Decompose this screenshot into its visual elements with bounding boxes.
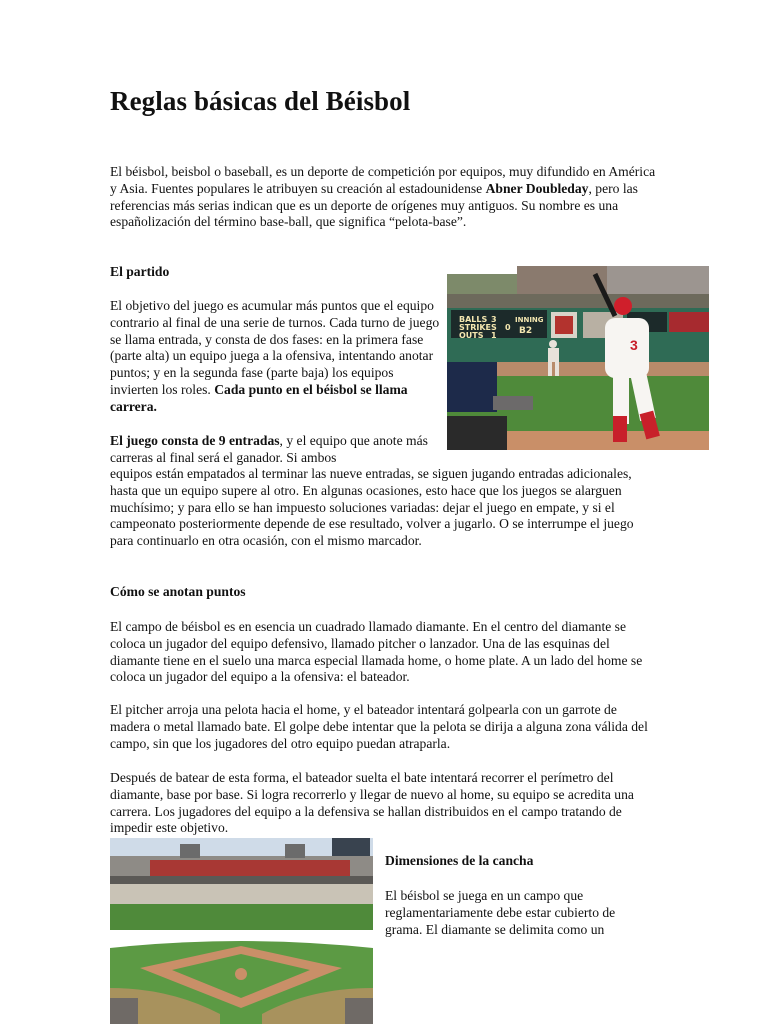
stadium-photo-illustration [110, 838, 373, 1024]
partido-p1-text: El objetivo del juego es acumular más puntos que el equipo contrario al final de una serie de turnos. Cada turno de juego se llama entrada, y consta de dos fases: en la primera fase (parte alta) un equipo juega a la ofensiva, intentando anotar puntos; y en la segunda fase (parte baja) los equipos invierten los roles. [110, 298, 440, 397]
batter-photo-illustration [447, 266, 709, 450]
puntos-paragraph-1: El campo de béisbol es en esencia un cuadrado llamado diamante. En el centro del diamante se coloca un jugador del equipo defensivo, llamado pitcher o lanzador. Una de las esquinas del diamante tiene en el suelo una marca especial llamada home, o home plate. A un lado del home se coloca un jugador del equipo a la ofensiva: el bateador. [110, 619, 643, 685]
scoreboard-inning-value: B2 [519, 326, 533, 336]
heading-dimensiones: Dimensiones de la cancha [385, 853, 534, 868]
puntos-paragraph-2: El pitcher arroja una pelota hacia el home, y el bateador intentará golpearla con un garrote de madera o metal llamado bate. El golpe debe intentar que la pelota se dirija a alguna zona válida del campo, sin que los jugadores del otro equipo puedan atraparla. [110, 702, 648, 751]
heading-como-se-anotan: Cómo se anotan puntos [110, 584, 246, 599]
puntos-paragraph-3: Después de batear de esta forma, el bateador suelta el bate intentará recorrer el perímetro del diamante, base por base. Si logra recorrerlo y llegar de nuevo al home, su equipo se acredita una carrera. Los jugadores del equipo a la defensiva se hallan distribuidos en el campo tratando de impedir este objetivo. [110, 770, 634, 836]
scoreboard-balls-label: BALLS [459, 315, 488, 324]
intro-paragraph [110, 164, 658, 231]
scoreboard-outs-value: 1 [491, 331, 497, 340]
intro-bold-name: Abner Doubleday [485, 180, 589, 196]
partido-paragraph-2a [110, 433, 440, 467]
partido-paragraph-2b: equipos están empatados al terminar las nueve entradas, se siguen jugando entradas adicionales, hasta que un equipo supere al otro. En algunas ocasiones, esto hace que los juegos se alarguen muchísimo; y para ello se han impuesto soluciones variadas: dejar el juego en empate, y si el campeonato posteriormente depende de ese resultado, volver a jugarlo. O se interrumpe el juego para continuarlo en otra ocasión, con el mismo marcador. [110, 466, 634, 549]
scoreboard-outs-label: OUTS [459, 331, 484, 340]
scoreboard-strikes-label: STRIKES [459, 323, 497, 332]
scoreboard-balls-value: 3 [491, 315, 497, 324]
batter-photo [447, 266, 709, 450]
cancha-paragraph-1: El béisbol se juega en un campo que reglamentariamente debe estar cubierto de grama. El diamante se delimita como un [385, 888, 616, 937]
scoreboard-inning-label: INNING [515, 316, 544, 324]
page-title: Reglas básicas del Béisbol [110, 86, 411, 116]
batter-jersey-number: 3 [630, 337, 638, 353]
partido-p2-text-a: , y el equipo que anote más carreras al final será el ganador. Si ambos [110, 433, 428, 465]
intro-text: El béisbol, beisbol o baseball, es un deporte de competición por equipos, muy difundido en América y Asia. Fuentes populares le atribuyen su creación al estadounidense [110, 164, 656, 196]
intro-text-end: , pero las referencias más serias indican que es un deporte de orígenes muy antiguos. Su nombre es una españolización del término base-ball, que significa “pelota-base”. [110, 180, 638, 230]
partido-p1-bold: Cada punto en el béisbol se llama carrera. [110, 381, 408, 414]
partido-p2-bold: El juego consta de 9 entradas [110, 433, 280, 448]
stadium-photo [110, 838, 373, 1024]
scoreboard-strikes-value: 0 [505, 323, 511, 332]
partido-paragraph-1 [110, 298, 440, 416]
heading-el-partido: El partido [110, 264, 170, 279]
